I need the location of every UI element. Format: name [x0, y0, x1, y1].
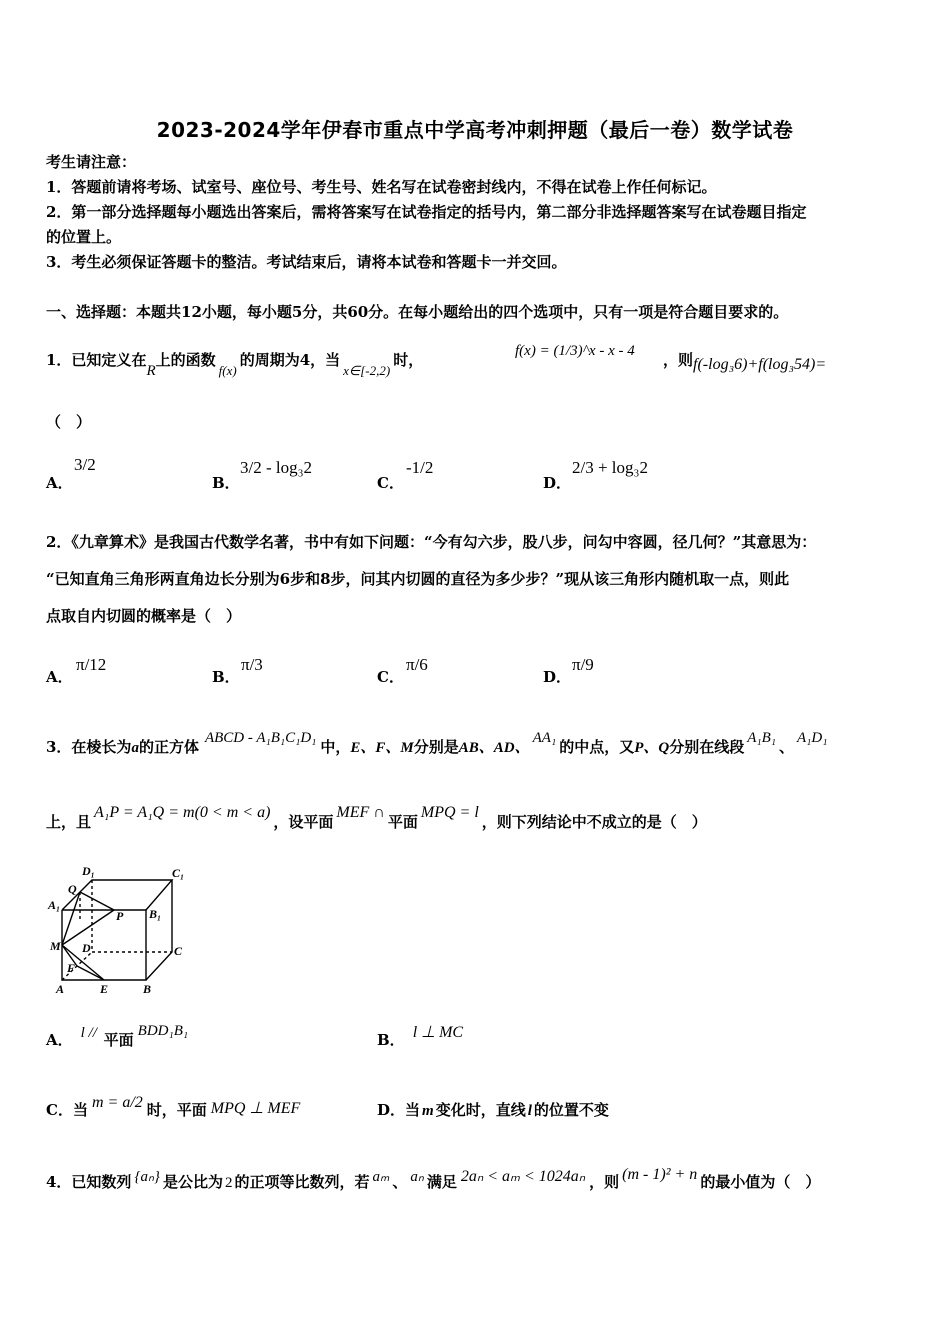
q4-expression: (m - 1)² + n [622, 1166, 698, 1183]
q1-function-expr [515, 340, 635, 361]
fig-label-b: B [143, 982, 152, 996]
q3-option-a-line: l // [80, 1025, 101, 1041]
page-title: 2023-2024学年伊春市重点中学高考冲刺押题（最后一卷）数学试卷 [156, 118, 794, 142]
q4-inequality: 2aₙ < aₘ < 1024aₙ [460, 1168, 586, 1185]
q4-ratio: 2 [224, 1175, 233, 1191]
q1-option-a-value: 3/2 [74, 455, 96, 474]
section-heading: 一、选择题：本题共12小题，每小题5分，共60分。在每小题给出的四个选项中，只有一项是符合题目要求的。 [46, 303, 789, 321]
q2-option-d-value: π/9 [572, 655, 594, 674]
q1-ask [663, 350, 826, 371]
q4-text: 满足 [426, 1173, 457, 1191]
fig-label-q: Q [68, 882, 77, 896]
q3-option-a-label: A． [46, 1031, 73, 1049]
q3-text: ，设平面 [273, 813, 334, 831]
q4-sep: 、 [392, 1173, 408, 1191]
question-2-line: 2．《九章算术》是我国古代数学名著，书中有如下问题：“今有勾六步，股八步，问勾中容圆，径几何？”其意思为： [46, 533, 817, 551]
question-3-line-1 [46, 730, 830, 758]
q4-text: 的正项等比数列，若 [234, 1173, 370, 1191]
cube-segment-mq [62, 892, 80, 945]
q2-option-d-label: D． [543, 668, 572, 686]
q3-option-d [377, 1100, 609, 1121]
q3-option-c-cond: m = a/2 [91, 1094, 143, 1111]
q3-option-a-value: BDD₁B₁ [137, 1023, 189, 1039]
q1-option-b-value: 3/2 - log₃2 [240, 458, 313, 477]
q2-option-c-value: π/6 [406, 655, 428, 674]
q3-option-d-value: 的位置不变 [533, 1101, 609, 1119]
q3-option-a-text: 平面 [103, 1031, 134, 1049]
fig-label-b1: B₁ [149, 907, 162, 921]
q1-expr: f(x) = (1/3)^x - x - 4 [515, 343, 635, 359]
q1-text: 的周期为4，当 [239, 351, 341, 369]
q3-plane-mpq: MPQ = l [420, 804, 479, 821]
q1-set-r: R [146, 363, 156, 379]
fig-label-d: D [82, 941, 91, 955]
q3-option-a [46, 1023, 189, 1051]
q3-text: 的中点，又 [559, 738, 635, 756]
q3-text: ，则下列结论中不成立的是（ ） [481, 813, 707, 831]
q4-text: ，则 [589, 1173, 620, 1191]
q3-text: 分别是 [413, 738, 459, 756]
q1-option-d-value: 2/3 + log₃2 [572, 458, 648, 477]
q1-paren: （ ） [46, 413, 92, 431]
q3-sep: 、 [778, 738, 794, 756]
q3-option-d-text: 变化时，直线 [435, 1101, 526, 1119]
q1-ask-expr: f(-log₃6)+f(log₃54)= [693, 356, 827, 373]
q3-edges: AB、AD、 [458, 740, 530, 756]
cube-segment-qp [80, 892, 114, 910]
fig-label-e: E [100, 982, 109, 996]
q1-fx: f(x) [218, 363, 237, 378]
q3-option-d-m: m [422, 1103, 434, 1119]
q3-text: 平面 [387, 813, 418, 831]
question-2-line: “已知直角三角形两直角边长分别为6步和8步，问其内切圆的直径为多少步？”现从该三角形内随机取一点，则此 [46, 570, 790, 588]
q2-option-b-value: π/3 [241, 655, 263, 674]
q4-am: aₘ [372, 1169, 390, 1185]
q3-segment-2: A₁D₁ [797, 730, 828, 746]
q1-option-b-label: B． [212, 474, 240, 492]
notice-item: 的位置上。 [46, 228, 122, 246]
q3-condition: A₁P = A₁Q = m(0 < m < a) [94, 804, 271, 821]
q3-edge-aa1: AA₁ [532, 730, 557, 746]
q3-option-d-label: D． [377, 1101, 406, 1119]
fig-label-a: A [56, 982, 65, 996]
notice-item: 3．考生必须保证答题卡的整洁。考试结束后，请将本试卷和答题卡一并交回。 [46, 253, 567, 271]
fig-label-m: M [50, 939, 61, 953]
q3-option-c-text: 时，平面 [146, 1101, 207, 1119]
cube-segment-mp [62, 910, 114, 945]
q1-option-a-label: A． [46, 474, 73, 492]
q2-option-b-label: B． [212, 668, 240, 686]
q1-option-c-label: C． [377, 474, 404, 492]
q4-an: aₙ [410, 1169, 424, 1185]
q3-segment-1: A₁B₁ [747, 730, 776, 746]
q3-text: 3．在棱长为 [46, 738, 132, 756]
q3-text: 的正方体 [138, 738, 199, 756]
q3-option-c-pre: 当 [72, 1101, 88, 1119]
q3-points-pq: P、Q [634, 740, 670, 756]
cube-figure [46, 862, 196, 998]
q3-text: 上，且 [46, 813, 92, 831]
fig-label-p: P [116, 909, 124, 923]
notice-heading: 考生请注意： [46, 153, 137, 171]
question-2-line: 点取自内切圆的概率是（ ） [46, 607, 242, 625]
q3-option-b-value: l ⊥ MC [412, 1024, 464, 1041]
q3-option-d-pre: 当 [405, 1101, 421, 1119]
fig-label-a1: A₁ [48, 898, 61, 912]
q3-option-c-label: C． [46, 1101, 73, 1119]
fig-label-f: F [67, 961, 76, 975]
q3-option-c-value: MPQ ⊥ MEF [210, 1100, 301, 1117]
q3-cube-name: ABCD - A₁B₁C₁D₁ [204, 730, 317, 746]
question-4-stem [46, 1166, 821, 1193]
q3-plane-mef: MEF ∩ [336, 804, 385, 821]
q4-text: 4．已知数列 [46, 1173, 132, 1191]
q2-option-c-label: C． [377, 668, 404, 686]
q1-option-c-value: -1/2 [406, 458, 434, 477]
q3-option-b-label: B． [377, 1031, 405, 1049]
q3-option-d-l: l [527, 1103, 532, 1119]
q3-points: E、F、M [350, 740, 414, 756]
q3-text: 分别在线段 [669, 738, 745, 756]
q1-text: 1．已知定义在 [46, 351, 147, 369]
notice-item: 2．第一部分选择题每小题选出答案后，需将答案写在试卷指定的括号内，第二部分非选择题答案写在试卷题目指定 [46, 203, 807, 221]
q3-option-b [377, 1024, 464, 1051]
q4-text: 是公比为 [162, 1173, 223, 1191]
q2-option-a-label: A． [46, 668, 73, 686]
fig-label-d1: D₁ [82, 864, 95, 878]
q4-sequence: {aₙ} [134, 1169, 160, 1185]
q1-domain: x∈[-2,2) [343, 363, 391, 378]
q4-text: 的最小值为（ ） [700, 1173, 821, 1191]
q3-edge-a: a [131, 740, 139, 756]
q1-text: ，则 [663, 351, 694, 369]
fig-label-c1: C₁ [172, 866, 185, 880]
q1-text: 上的函数 [155, 351, 216, 369]
q1-option-d-label: D． [543, 474, 572, 492]
notice-item: 1．答题前请将考场、试室号、座位号、考生号、姓名写在试卷密封线内，不得在试卷上作任何标记。 [46, 178, 717, 196]
question-3-line-2 [46, 804, 707, 833]
q2-option-a-value: π/12 [76, 655, 107, 674]
q3-text: 中， [320, 738, 351, 756]
q1-text: 时， [393, 351, 424, 369]
fig-label-c: C [174, 944, 183, 958]
q3-option-c [46, 1094, 301, 1121]
question-1-stem [46, 350, 424, 379]
